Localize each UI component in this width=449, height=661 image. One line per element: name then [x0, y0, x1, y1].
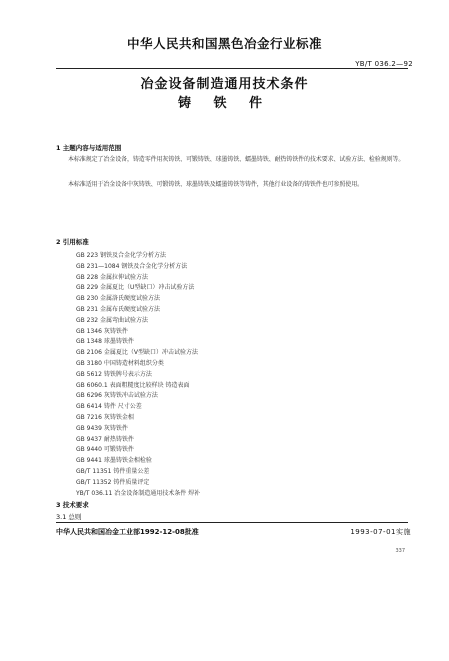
- reference-item: GB 9439 灰铸铁件: [76, 424, 128, 432]
- reference-item: GB 1348 球墨铸铁件: [76, 338, 134, 346]
- section-3-1-heading: 3.1 总则: [56, 513, 82, 521]
- reference-item: GB 7216 灰铸铁金相: [76, 413, 134, 421]
- reference-item: GB 223 钢铁及合金化学分析方法: [76, 252, 167, 259]
- section-3-heading: 3 技术要求: [56, 501, 89, 509]
- reference-item: GB 232 金属弯曲试验方法: [76, 316, 149, 324]
- reference-item: GB 5612 铸铁牌号表示方法: [76, 370, 152, 378]
- section-1-paragraph-2: 本标准适用于冶金设备中灰铸铁、可锻铸铁、球墨铸铁及蠕墨铸铁等铸件，其他行业设备的铸铁件也可参照使用。: [68, 181, 364, 188]
- document-subtitle: 铸 铁 件: [177, 96, 272, 111]
- standard-code: YB/T 036.2—92: [355, 60, 413, 68]
- document-title: 冶金设备制造通用技术条件: [140, 77, 309, 92]
- reference-item: GB 3180 中国铸造材料组织分类: [76, 359, 164, 367]
- reference-item: GB 6296 灰铸铁冲击试验方法: [76, 392, 158, 400]
- reference-item: GB 230 金属洛氏硬度试验方法: [76, 295, 161, 303]
- reference-item: GB/T 11351 铸件重量公差: [76, 467, 150, 475]
- reference-item: GB 231—1084 钢铁及合金化学分析方法: [76, 262, 188, 270]
- reference-item: GB/T 11352 铸件质量评定: [76, 478, 150, 486]
- page-number: 337: [395, 548, 405, 554]
- reference-item: GB 6060.1 表面粗糙度比较样块 铸造表面: [76, 381, 190, 389]
- effective-date: 1993-07-01实施: [350, 528, 411, 536]
- reference-item: GB 6414 铸件 尺寸公差: [76, 403, 142, 411]
- section-2-heading: 2 引用标准: [56, 238, 89, 246]
- reference-item: GB 9441 球墨铸铁金相检验: [76, 457, 152, 465]
- section-1-paragraph-1: 本标准规定了冶金设备，铸造零件用灰铸铁、可锻铸铁、球墨铸铁、蠕墨铸铁、耐热铸铁件的技术要求、试验方法、检验规则等。: [68, 156, 405, 163]
- reference-list: [76, 251, 200, 499]
- reference-item: GB 2106 金属夏比（V型缺口）冲击试验方法: [76, 349, 198, 357]
- standard-org-title: 中华人民共和国黑色冶金行业标准: [126, 36, 322, 51]
- reference-item: GB 229 金属夏比（U型缺口）冲击试验方法: [76, 284, 195, 292]
- reference-item: GB 1346 灰铸铁件: [76, 327, 128, 335]
- reference-item: YB/T 036.11 冶金设备制造通用技术条件 焊补: [76, 489, 201, 497]
- header-rule: [56, 68, 408, 69]
- reference-item: GB 228 金属拉伸试验方法: [76, 273, 149, 281]
- footer-rule: [56, 522, 408, 523]
- reference-item: GB 9437 耐热铸铁件: [76, 435, 134, 443]
- reference-item: GB 9440 可锻铸铁件: [76, 446, 134, 454]
- approval-notice: 中华人民共和国冶金工业部1992-12-08批准: [56, 528, 199, 536]
- reference-item: GB 231 金属布氏硬度试验方法: [76, 305, 161, 313]
- section-1-heading: 1 主题内容与适用范围: [56, 144, 122, 152]
